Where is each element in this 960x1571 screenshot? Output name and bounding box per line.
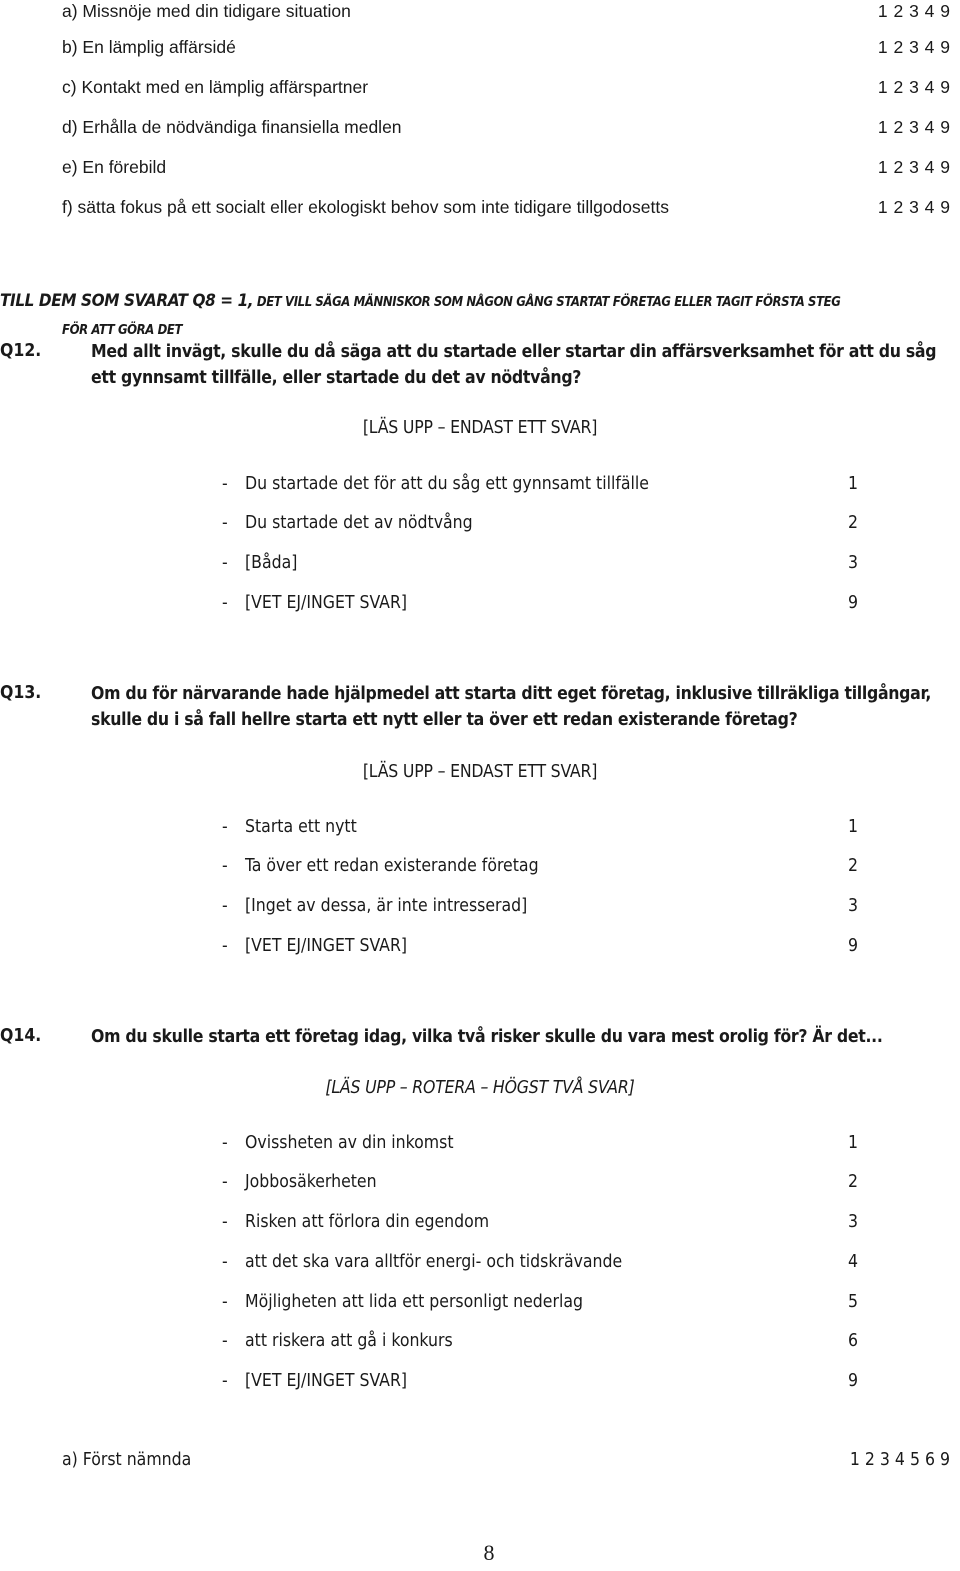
answer-label: Starta ett nytt xyxy=(245,817,357,837)
answer-label: [Inget av dessa, är inte intresserad] xyxy=(245,896,528,916)
dash: - xyxy=(222,817,228,837)
dash: - xyxy=(222,856,228,876)
answer-option xyxy=(222,551,858,575)
interviewer-instruction: [LÄS UPP – ENDAST ETT SVAR] xyxy=(362,418,598,438)
top-item-c xyxy=(62,76,950,98)
dash: - xyxy=(222,1133,228,1153)
answer-label: [VET EJ/INGET SVAR] xyxy=(245,1371,408,1391)
top-item-label: c) Kontakt med en lämplig affärspartner xyxy=(62,77,369,97)
question-text xyxy=(91,681,960,733)
answer-code: 4 xyxy=(847,1252,858,1272)
dash: - xyxy=(222,1292,228,1312)
answer-option xyxy=(222,1250,858,1274)
question-number: Q13. xyxy=(0,683,42,703)
answer-option xyxy=(222,511,858,535)
filter-instruction xyxy=(0,287,960,345)
answer-option xyxy=(222,472,858,496)
question-line: skulle du i så fall hellre starta ett nytt eller ta över ett redan existerande företag? xyxy=(91,710,798,730)
answer-option xyxy=(222,1170,858,1194)
top-item-codes: 1 2 3 4 9 xyxy=(877,1,950,21)
question-text xyxy=(91,339,960,391)
answer-code: 6 xyxy=(847,1331,858,1351)
question-number: Q14. xyxy=(0,1026,42,1046)
question-line: Om du för närvarande hade hjälpmedel att starta ditt eget företag, inklusive tillräkliga tillgångar, xyxy=(91,684,932,704)
answer-code: 1 xyxy=(847,1133,858,1153)
question-line: Med allt invägt, skulle du då säga att du startade eller startar din affärsverksamhet för att du såg xyxy=(91,342,937,362)
answer-code: 3 xyxy=(847,1212,858,1232)
answer-label: Jobbosäkerheten xyxy=(245,1172,377,1192)
question-line: ett gynnsamt tillfälle, eller startade du det av nödtvång? xyxy=(91,368,582,388)
answer-code: 1 xyxy=(847,817,858,837)
answer-code: 3 xyxy=(847,553,858,573)
dash: - xyxy=(222,474,228,494)
top-item-f xyxy=(62,196,950,218)
dash: - xyxy=(222,513,228,533)
bottom-item-codes: 1 2 3 4 5 6 9 xyxy=(849,1450,950,1470)
answer-code: 9 xyxy=(847,593,858,613)
answer-label: Du startade det för att du såg ett gynnsamt tillfälle xyxy=(245,474,649,494)
top-item-codes: 1 2 3 4 9 xyxy=(877,37,950,57)
answer-option xyxy=(222,1290,858,1314)
answer-option xyxy=(222,934,858,958)
top-item-label: d) Erhålla de nödvändiga finansiella medlen xyxy=(62,117,402,137)
dash: - xyxy=(222,896,228,916)
dash: - xyxy=(222,936,228,956)
dash: - xyxy=(222,1331,228,1351)
top-item-label: b) En lämplig affärsidé xyxy=(62,37,236,57)
answer-code: 5 xyxy=(847,1292,858,1312)
bottom-item-a xyxy=(62,1448,950,1472)
answer-option xyxy=(222,894,858,918)
top-item-label: f) sätta fokus på ett socialt eller ekologiskt behov som inte tidigare tillgodosetts xyxy=(62,197,669,217)
bottom-item-label: a) Först nämnda xyxy=(62,1450,192,1470)
answer-option xyxy=(222,854,858,878)
answer-label: Risken att förlora din egendom xyxy=(245,1212,490,1232)
top-item-label: a) Missnöje med din tidigare situation xyxy=(62,1,351,21)
answer-label: Möjligheten att lida ett personligt nederlag xyxy=(245,1292,583,1312)
top-item-b xyxy=(62,36,950,58)
answer-label: [Båda] xyxy=(245,553,298,573)
answer-label: Ta över ett redan existerande företag xyxy=(245,856,539,876)
top-item-label: e) En förebild xyxy=(62,157,167,177)
answer-label: att riskera att gå i konkurs xyxy=(245,1331,453,1351)
answer-label: [VET EJ/INGET SVAR] xyxy=(245,936,408,956)
top-item-e xyxy=(62,156,950,178)
top-item-codes: 1 2 3 4 9 xyxy=(877,77,950,97)
answer-label: att det ska vara alltför energi- och tidskrävande xyxy=(245,1252,623,1272)
answer-option xyxy=(222,815,858,839)
answer-option xyxy=(222,591,858,615)
answer-code: 3 xyxy=(847,896,858,916)
answer-option xyxy=(222,1329,858,1353)
answer-code: 9 xyxy=(847,936,858,956)
answer-option xyxy=(222,1369,858,1393)
answer-code: 9 xyxy=(847,1371,858,1391)
top-item-codes: 1 2 3 4 9 xyxy=(877,197,950,217)
dash: - xyxy=(222,553,228,573)
top-item-codes: 1 2 3 4 9 xyxy=(877,117,950,137)
answer-option xyxy=(222,1210,858,1234)
dash: - xyxy=(222,1212,228,1232)
dash: - xyxy=(222,1371,228,1391)
answer-option xyxy=(222,1131,858,1155)
question-line: Om du skulle starta ett företag idag, vilka två risker skulle du vara mest orolig för? Är det... xyxy=(91,1027,883,1047)
answer-code: 2 xyxy=(847,513,858,533)
top-item-d xyxy=(62,116,950,138)
interviewer-instruction: [LÄS UPP – ROTERA – HÖGST TVÅ SVAR] xyxy=(325,1078,635,1098)
answer-code: 2 xyxy=(847,1172,858,1192)
answer-code: 2 xyxy=(847,856,858,876)
interviewer-instruction: [LÄS UPP – ENDAST ETT SVAR] xyxy=(362,762,598,782)
dash: - xyxy=(222,1172,228,1192)
top-item-codes: 1 2 3 4 9 xyxy=(877,157,950,177)
question-text xyxy=(91,1024,960,1050)
dash: - xyxy=(222,593,228,613)
answer-label: Ovissheten av din inkomst xyxy=(245,1133,454,1153)
page-number: 8 xyxy=(483,1540,495,1565)
question-number: Q12. xyxy=(0,341,42,361)
filter-line2: FÖR ATT GÖRA DET xyxy=(62,323,183,338)
top-item-a xyxy=(62,0,950,22)
answer-code: 1 xyxy=(847,474,858,494)
filter-rest: DET VILL SÄGA MÄNNISKOR SOM NÅGON GÅNG STARTAT FÖRETAG ELLER TAGIT FÖRSTA STEG xyxy=(253,295,841,310)
answer-label: Du startade det av nödtvång xyxy=(245,513,473,533)
answer-label: [VET EJ/INGET SVAR] xyxy=(245,593,408,613)
filter-lead: TILL DEM SOM SVARAT Q8 = 1, xyxy=(0,291,254,311)
dash: - xyxy=(222,1252,228,1272)
